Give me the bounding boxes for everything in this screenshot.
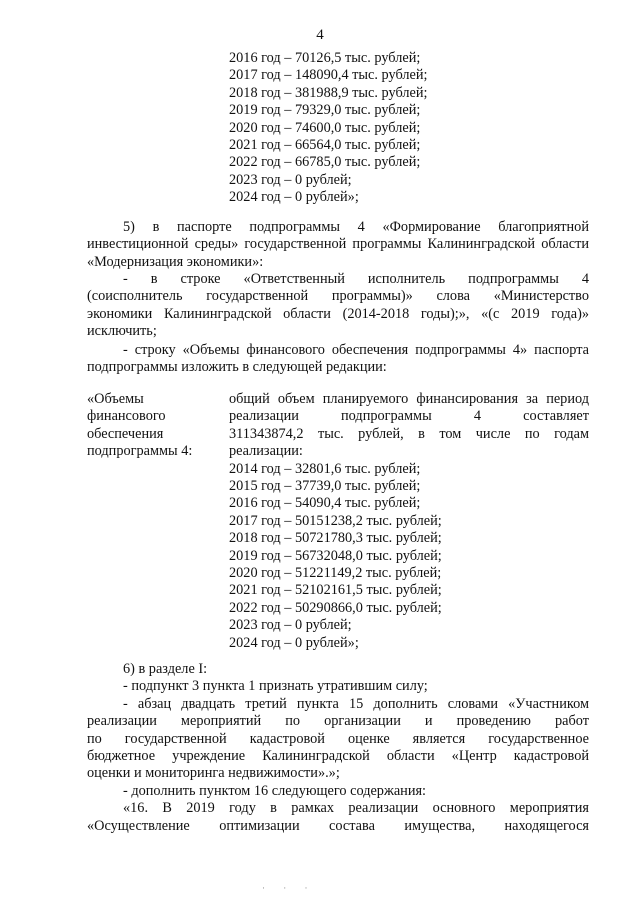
list-item: 2020 год – 51221149,2 тыс. рублей; xyxy=(229,565,442,582)
table-label: «Объемы финансового обеспечения подпрограммы 4: xyxy=(87,391,193,460)
list-item: 2018 год – 50721780,3 тыс. рублей; xyxy=(229,530,442,547)
list-item: 2018 год – 381988,9 тыс. рублей; xyxy=(229,84,428,101)
list-item: 2023 год – 0 рублей; xyxy=(229,617,352,634)
list-item: 2017 год – 50151238,2 тыс. рублей; xyxy=(229,512,442,529)
list-item: 2022 год – 50290866,0 тыс. рублей; xyxy=(229,599,442,616)
funding-years-list xyxy=(229,50,427,207)
page-number: 4 xyxy=(316,27,324,43)
list-item: 2019 год – 56732048,0 тыс. рублей; xyxy=(229,547,442,564)
list-item: 2021 год – 66564,0 тыс. рублей; xyxy=(229,137,421,154)
list-item: 2019 год – 79329,0 тыс. рублей; xyxy=(229,102,421,119)
list-item: 2017 год – 148090,4 тыс. рублей; xyxy=(229,67,428,84)
list-item: 2021 год – 52102161,5 тыс. рублей; xyxy=(229,582,442,599)
list-item: 2016 год – 70126,5 тыс. рублей; xyxy=(229,50,421,66)
list-item: 2023 год – 0 рублей; xyxy=(229,171,352,188)
paragraph-6: 6) в разделе I: - подпункт 3 пункта 1 признать утратившим силу; - абзац двадцать третий пункта 15 дополнить словами «Участником реализации мероприятий по организации и проведению работ по государственной кадастровой оценке является государственное бюджетное учреждение Калининградской области «Центр кадастровой оценки и мониторинга недвижимости».»; - дополнить пунктом 16 следующего содержания: «16. В 2019 году в рамках реализации основного мероприятия «Осуществление оптимизации состава имущества, находящегося xyxy=(87,661,589,834)
paragraph-5: 5) в паспорте подпрограммы 4 «Формирование благоприятной инвестиционной среды» государственной программы Калининградской области «Модернизация экономики»: xyxy=(87,219,589,270)
list-item: 2024 год – 0 рублей»; xyxy=(229,634,359,651)
list-item: 2024 год – 0 рублей»; xyxy=(229,189,359,206)
scan-artifact-mark: · · · xyxy=(262,883,316,893)
list-item: 2015 год – 37739,0 тыс. рублей; xyxy=(229,478,421,495)
list-item: 2016 год – 54090,4 тыс. рублей; xyxy=(229,495,421,512)
list-item: 2014 год – 32801,6 тыс. рублей; xyxy=(229,460,421,477)
list-item: 2020 год – 74600,0 тыс. рублей; xyxy=(229,119,421,136)
paragraph-5-item-a: - в строке «Ответственный исполнитель подпрограммы 4 (соисполнитель государственной программы)» слова «Министерство экономики Калининградской области (2014-2018 годы);», «(с 2019 года)» исключить; xyxy=(87,271,589,340)
list-item: 2022 год – 66785,0 тыс. рублей; xyxy=(229,154,421,171)
paragraph-5-item-b: - строку «Объемы финансового обеспечения подпрограммы 4» паспорта подпрограммы изложить в следующей редакции: xyxy=(87,342,589,376)
table-value: общий объем планируемого финансирования за период реализации подпрограммы 4 составляет 311343874,2 тыс. рублей, в том числе по годам реализации: 2014 год – 32801,6 тыс. рублей; 2015 год – 37739,0 тыс. рублей; 2016 год – 54090,4 тыс. рублей; 2017 год – 50151238,2 тыс. рублей; 2018 год – 50721780,3 тыс. рублей; 2019 год – 56732048,0 тыс. рублей; 2020 год – 51221149,2 тыс. рублей; 2021 год – 52102161,5 тыс. рублей; 2022 год – 50290866,0 тыс. рублей; 2023 год – 0 рублей; 2024 год – 0 рублей»; xyxy=(229,391,589,651)
